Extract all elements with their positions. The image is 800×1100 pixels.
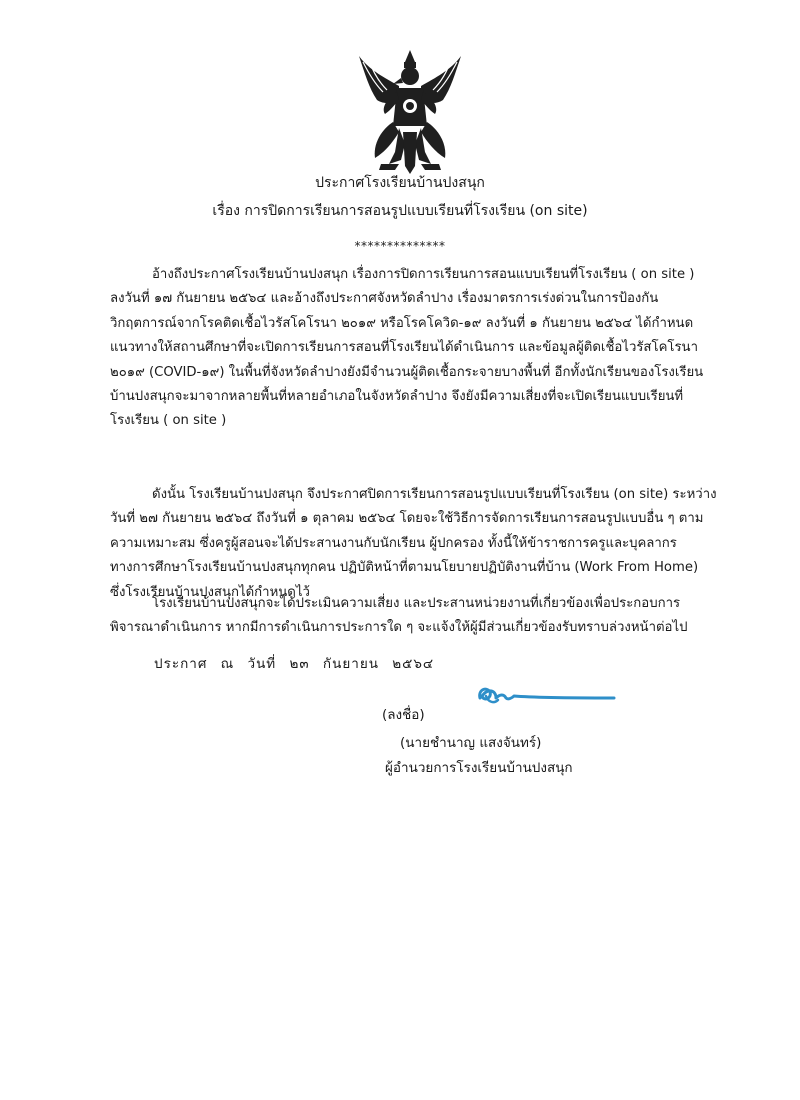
- paragraph-line: โรงเรียน ( on site ): [110, 413, 227, 429]
- paragraph-line: วิกฤตการณ์จากโรคติดเชื้อไวรัสโคโรนา ๒๐๑๙ หรือโรคโควิด-๑๙ ลงวันที่ ๑ กันยายน ๒๕๖๔ ได้กำหนด: [110, 315, 694, 331]
- paragraph-risk-assessment: [110, 592, 710, 641]
- announcement-title: ประกาศโรงเรียนบ้านปงสนุก: [315, 175, 485, 191]
- signature-mark: [468, 676, 618, 716]
- signer-name: (นายชำนาญ แสงจันทร์): [400, 735, 542, 751]
- announce-date: ประกาศ ณ วันที่ ๒๓ กันยายน ๒๕๖๔: [154, 656, 435, 672]
- paragraph-line: ทางการศึกษาโรงเรียนบ้านปงสนุกทุกคน ปฏิบัติหน้าที่ตามนโยบายปฏิบัติงานที่บ้าน (Work From Home): [110, 560, 699, 576]
- paragraph-line: ความเหมาะสม ซึ่งครูผู้สอนจะได้ประสานงานกับนักเรียน ผู้ปกครอง ทั้งนี้ให้ข้าราชการครูและบุคลากร: [110, 535, 677, 551]
- announcement-subject: เรื่อง การปิดการเรียนการสอนรูปแบบเรียนที่โรงเรียน (on site): [212, 203, 588, 219]
- paragraph-line: พิจารณาดำเนินการ หากมีการดำเนินการประการใด ๆ จะแจ้งให้ผู้มีส่วนเกี่ยวข้องรับทราบล่วงหน้าต่อไป: [110, 620, 688, 636]
- paragraph-line: ๒๐๑๙ (COVID-๑๙) ในพื้นที่จังหวัดลำปางยังมีจำนวนผู้ติดเชื้อกระจายบางพื้นที่ อีกทั้งนักเรียนของโรงเรียน: [110, 364, 704, 380]
- paragraph-reference: [110, 263, 710, 434]
- separator: **************: [354, 239, 446, 253]
- paragraph-line: โรงเรียนบ้านปงสนุกจะได้ประเมินความเสี่ยง และประสานหน่วยงานที่เกี่ยวข้องเพื่อประกอบการ: [152, 596, 681, 611]
- paragraph-line: อ้างถึงประกาศโรงเรียนบ้านปงสนุก เรื่องการปิดการเรียนการสอนแบบเรียนที่โรงเรียน ( on site ): [152, 267, 695, 282]
- paragraph-line: ซึ่งโรงเรียนบ้านปงสนุกได้กำหนดไว้: [110, 584, 310, 600]
- paragraph-line: ลงวันที่ ๑๗ กันยายน ๒๕๖๔ และอ้างถึงประกาศจังหวัดลำปาง เรื่องมาตรการเร่งด่วนในการป้องกัน: [110, 291, 659, 307]
- paragraph-line: บ้านปงสนุกจะมาจากหลายพื้นที่หลายอำเภอในจังหวัดลำปาง จึงยังมีความเสี่ยงที่จะเปิดเรียนแบบเรียนที่: [110, 389, 684, 405]
- signer-title: ผู้อำนวยการโรงเรียนบ้านปงสนุก: [385, 760, 573, 776]
- paragraph-line: แนวทางให้สถานศึกษาที่จะเปิดการเรียนการสอนที่โรงเรียนได้ดำเนินการ และข้อมูลผู้ติดเชื้อไวรัสโคโรนา: [110, 340, 698, 356]
- garuda-emblem-icon: [355, 48, 465, 176]
- signature-label: (ลงชื่อ): [382, 707, 425, 723]
- paragraph-closure: [110, 483, 717, 605]
- paragraph-line: วันที่ ๒๗ กันยายน ๒๕๖๔ ถึงวันที่ ๑ ตุลาคม ๒๕๖๔ โดยจะใช้วิธีการจัดการเรียนการสอนรูปแบบอื่น ๆ ตาม: [110, 511, 704, 527]
- paragraph-line: ดังนั้น โรงเรียนบ้านปงสนุก จึงประกาศปิดการเรียนการสอนรูปแบบเรียนที่โรงเรียน (on site) ระหว่าง: [152, 487, 717, 502]
